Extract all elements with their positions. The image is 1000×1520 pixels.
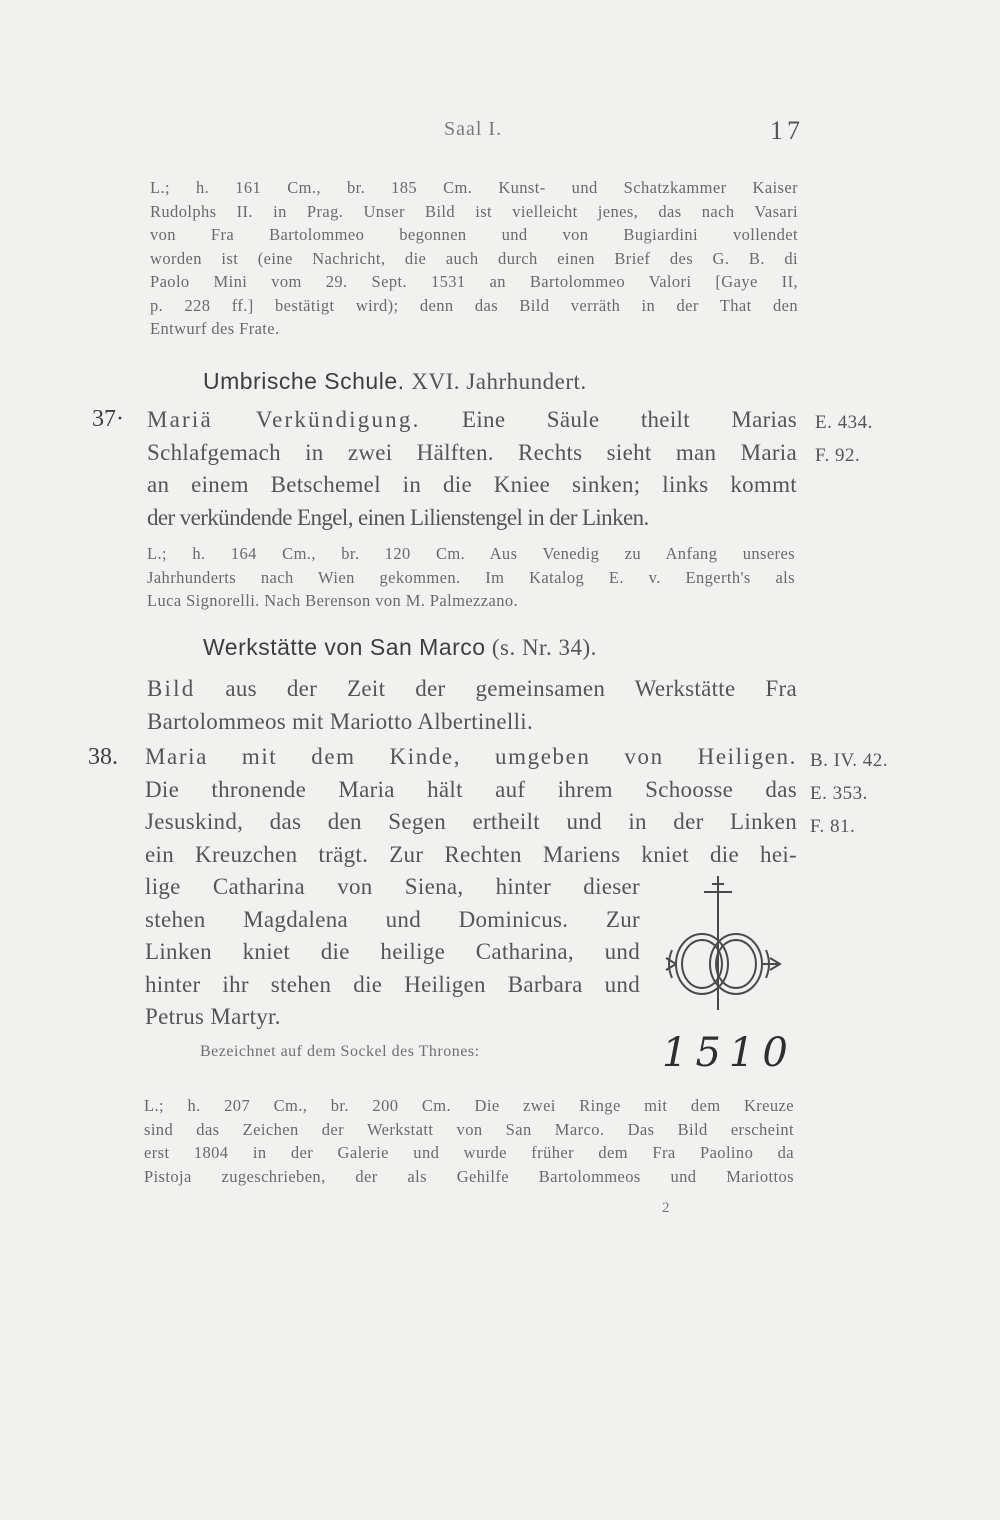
entry-number-37: 37· (92, 406, 124, 432)
catalog-ref: F. 92. (815, 445, 861, 466)
note-line: Pistoja zugeschrieben, der als Gehilfe Bartolommeos und Mariottos (144, 1166, 794, 1186)
entry-37-line: an einem Betschemel in die Kniee sinken; links kommt (147, 472, 797, 497)
section-heading-san-marco (203, 634, 597, 661)
note-line: sind das Zeichen der Werkstatt von San Marco. Das Bild erscheint (144, 1119, 794, 1139)
intro-text: Bartolommeos mit Mariotto Albertinelli. (147, 708, 534, 734)
section-2-intro (147, 673, 797, 738)
catalog-ref: F. 81. (810, 816, 856, 837)
catalog-ref: E. 434. (815, 412, 873, 433)
entry-37-line: Eine Säule theilt Marias (420, 407, 798, 432)
section-ref: (s. Nr. 34). (485, 635, 597, 660)
note-line: L.; h. 207 Cm., br. 200 Cm. Die zwei Ringe mit dem Kreuze (144, 1096, 794, 1115)
entry-38-line: Jesuskind, das den Segen ertheilt und in der Linken (145, 809, 797, 834)
century: XVI. Jahrhundert. (411, 369, 587, 394)
intro-text: aus der Zeit der gemeinsamen Werkstätte Fra (195, 676, 797, 701)
entry-37-refs (815, 406, 873, 472)
section-heading-umbrische (203, 368, 587, 395)
entry-37-text (147, 404, 797, 534)
school-name: Werkstätte von San Marco (203, 634, 486, 660)
entry-38-title: Maria mit dem Kinde, umgeben von Heiligen. (145, 744, 797, 769)
entry-38-line: hinter ihr stehen die Heiligen Barbara und (145, 971, 640, 997)
entry-38-line: Petrus Martyr. (145, 1004, 281, 1029)
note-line: L.; h. 161 Cm., br. 185 Cm. Kunst- und Schatzkammer Kaiser (150, 178, 798, 197)
entry-38-line: ein Kreuzchen trägt. Zur Rechten Mariens kniet die hei- (145, 841, 797, 867)
entry-38-refs (810, 744, 888, 843)
note-line: von Fra Bartolommeo begonnen und von Bugiardini vollendet (150, 225, 798, 244)
catalog-ref: B. IV. 42. (810, 750, 889, 771)
note-line: Rudolphs II. in Prag. Unser Bild ist vielleicht jenes, das nach Vasari (150, 201, 798, 221)
note-line: worden ist (eine Nachricht, die auch durch einen Brief des G. B. di (150, 248, 798, 268)
entry-37-title: Mariä Verkündigung. (147, 407, 421, 432)
running-title: Saal I. (444, 118, 503, 140)
note-line: Paolo Mini vom 29. Sept. 1531 an Bartolommeo Valori [Gaye II, (150, 272, 798, 291)
note-line: Jahrhunderts nach Wien gekommen. Im Katalog E. v. Engerth's als (147, 567, 795, 587)
entry-38-line: Die thronende Maria hält auf ihrem Schoosse das (145, 776, 797, 802)
note-line: Entwurf des Frate. (150, 319, 280, 338)
note-line: Luca Signorelli. Nach Berenson von M. Palmezzano. (147, 591, 519, 610)
entry-38-line: lige Catharina von Siena, hinter dieser (145, 874, 640, 899)
entry-37-note (147, 542, 795, 613)
entry-38-text (145, 741, 797, 871)
handwritten-date: 1510 (662, 1030, 796, 1076)
catalog-ref: E. 353. (810, 783, 868, 804)
san-marco-workshop-mark-icon (660, 870, 790, 1020)
entry-37-line: Schlafgemach in zwei Hälften. Rechts sieht man Maria (147, 439, 797, 465)
note-line: p. 228 ff.] bestätigt wird); denn das Bild verräth in der That den (150, 295, 798, 315)
intro-lead: Bild (147, 676, 196, 701)
entry-38-text-wrapped (145, 871, 640, 1034)
mark-caption: Bezeichnet auf dem Sockel des Thrones: (200, 1043, 480, 1060)
intro-note (150, 176, 798, 341)
entry-38-note (144, 1094, 794, 1188)
entry-38-line: stehen Magdalena und Dominicus. Zur (145, 906, 640, 932)
note-line: erst 1804 in der Galerie und wurde früher dem Fra Paolino da (144, 1143, 794, 1162)
entry-37-line: der verkündende Engel, einen Lilienstengel in der Linken. (147, 504, 649, 530)
school-name: Umbrische Schule. (203, 368, 405, 394)
page-number: 17 (770, 116, 804, 145)
note-line: L.; h. 164 Cm., br. 120 Cm. Aus Venedig zu Anfang unseres (147, 544, 795, 563)
entry-38-line: Linken kniet die heilige Catharina, und (145, 939, 640, 964)
signature-mark: 2 (662, 1200, 670, 1216)
entry-number-38: 38. (88, 744, 118, 770)
